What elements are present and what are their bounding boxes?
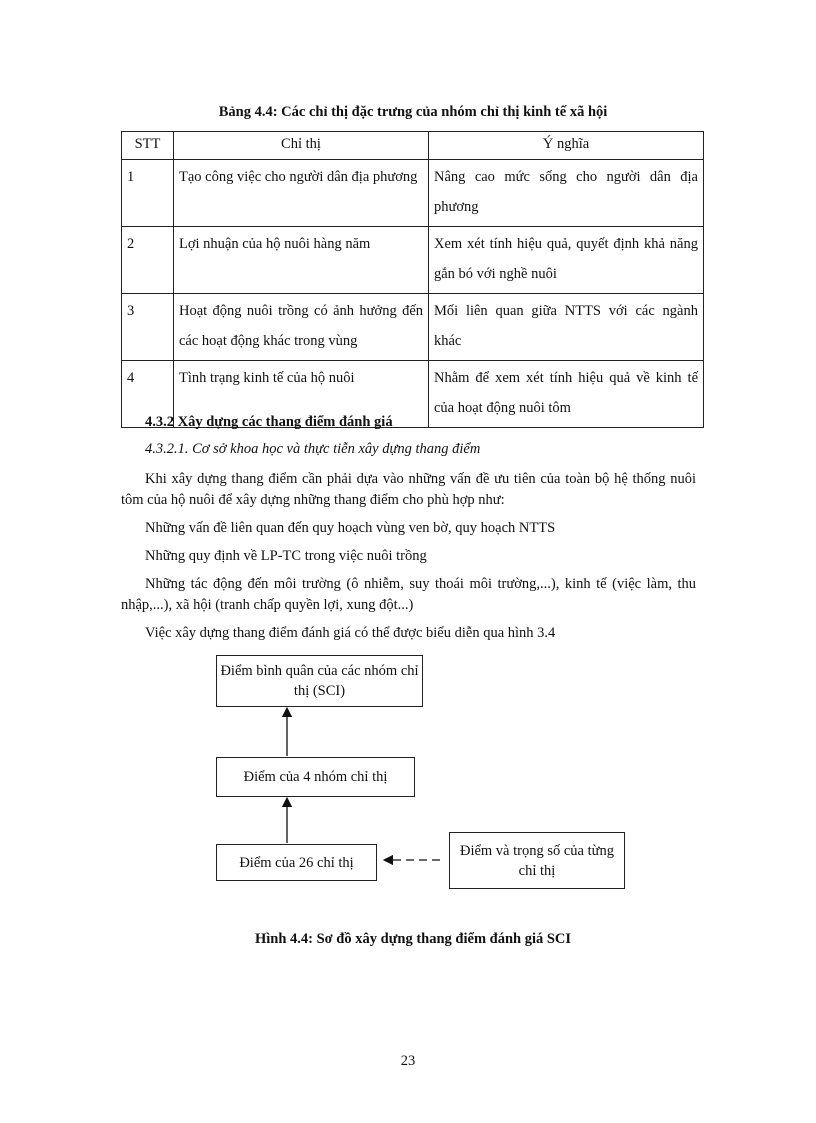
paragraph: Những quy định về LP-TC trong việc nuôi trồng — [145, 548, 427, 564]
row-indicator: Lợi nhuận của hộ nuôi hàng năm — [174, 227, 429, 294]
paragraph: Những tác động đến môi trường (ô nhiễm, suy thoái môi trường,...), kinh tế (việc làm, thu nhập,...), xã hội (tranh chấp quyền lợi, xung đột...) — [121, 576, 696, 613]
section-heading: 4.3.2 Xây dựng các thang điểm đánh giá — [145, 414, 393, 430]
row-stt: 3 — [122, 294, 174, 361]
page-number: 23 — [400, 1053, 416, 1069]
table-caption: Bảng 4.4: Các chỉ thị đặc trưng của nhóm chỉ thị kinh tế xã hội — [218, 104, 608, 120]
row-indicator: Hoạt động nuôi trồng có ảnh hưởng đến các hoạt động khác trong vùng — [174, 294, 429, 361]
row-meaning: Mối liên quan giữa NTTS với các ngành khác — [429, 294, 704, 361]
row-stt: 4 — [122, 361, 174, 428]
figure-caption: Hình 4.4: Sơ đồ xây dựng thang điểm đánh giá SCI — [254, 931, 572, 947]
group-score-box: Điểm của 4 nhóm chỉ thị — [216, 757, 415, 797]
header-indicator: Chỉ thị — [174, 132, 429, 160]
header-meaning: Ý nghĩa — [429, 132, 704, 160]
row-indicator: Tình trạng kinh tế của hộ nuôi — [174, 361, 429, 428]
section-subheading: 4.3.2.1. Cơ sở khoa học và thực tiễn xây dựng thang điểm — [145, 441, 481, 457]
row-meaning: Nhằm để xem xét tính hiệu quả về kinh tế của hoạt động nuôi tôm — [429, 361, 704, 428]
row-indicator: Tạo công việc cho người dân địa phương — [174, 160, 429, 227]
header-stt: STT — [122, 132, 174, 160]
paragraph: Những vấn đề liên quan đến quy hoạch vùng ven bờ, quy hoạch NTTS — [145, 520, 556, 536]
indicator-score-box: Điểm của 26 chỉ thị — [216, 844, 377, 881]
paragraph: Khi xây dựng thang điểm cần phải dựa vào những vấn đề ưu tiên của toàn bộ hệ thống nuôi tôm của hộ nuôi để xây dựng những thang điểm cho phù hợp như: — [121, 471, 696, 508]
row-stt: 2 — [122, 227, 174, 294]
weight-score-box: Điểm và trọng số của từng chỉ thị — [449, 832, 625, 889]
paragraph: Việc xây dựng thang điểm đánh giá có thể được biểu diễn qua hình 3.4 — [145, 625, 556, 641]
sci-score-box: Điểm bình quân của các nhóm chỉ thị (SCI) — [216, 655, 423, 707]
row-meaning: Xem xét tính hiệu quả, quyết định khả năng gắn bó với nghề nuôi — [429, 227, 704, 294]
row-meaning: Nâng cao mức sống cho người dân địa phương — [429, 160, 704, 227]
row-stt: 1 — [122, 160, 174, 227]
